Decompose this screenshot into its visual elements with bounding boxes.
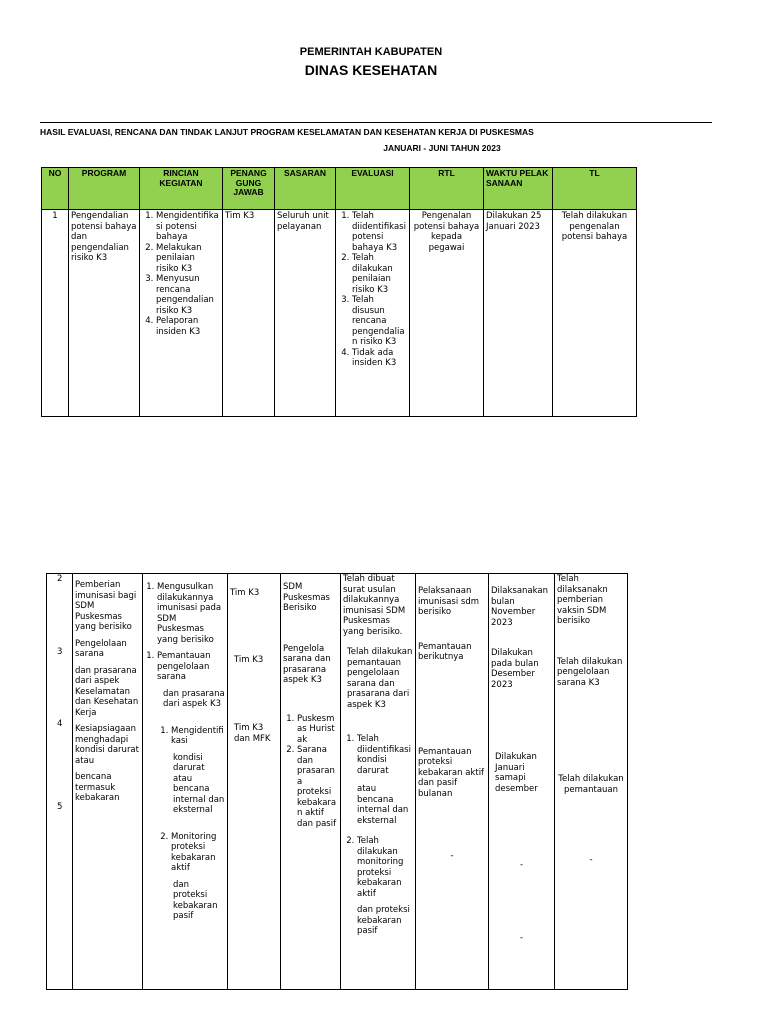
report-title: HASIL EVALUASI, RENCANA DAN TINDAK LANJUT PROGRAM KESELAMATAN DAN KESEHATAN KERJA DI PUSKESMAS: [40, 127, 534, 137]
report-period: JANUARI - JUNI TAHUN 2023: [383, 143, 501, 153]
table-row: [47, 574, 628, 990]
tl-b: Telah dilakukan pengelolaan sarana K3: [557, 656, 623, 688]
waktu-a: Dilaksanakan bulan November 2023: [491, 586, 549, 628]
list-item: 3. Telah disusun rencana pengendalian risiko K3: [352, 295, 407, 348]
header-line1: PEMERINTAH KABUPATEN: [299, 46, 443, 58]
list-item: 4. Pelaporan insiden K3: [156, 316, 220, 337]
pj-c: Tim K3 dan MFK: [234, 723, 271, 744]
program-2: Pemberian imunisasi bagi SDM Puskesmas yang berisiko: [75, 580, 137, 632]
list-item: 2. Sarana dan prasarana proteksi kebakaran aktif dan pasif: [297, 745, 338, 829]
list-item: 1. Mengusulkan dilakukannya imunisasi pada SDM Puskesmas yang berisiko: [157, 582, 225, 645]
list-item: 1. Mengidentifikasi potensi bahaya: [156, 211, 220, 243]
cell-evaluasi: [341, 574, 416, 990]
list-item: 2. Telah dilakukan monitoring proteksi kebakaran aktif: [357, 836, 413, 899]
cell-rtl: Pengenalan potensi bahaya kepada pegawai: [410, 210, 484, 417]
list-item: 1. Pemantauan pengelolaan sarana: [157, 651, 225, 683]
evaluasi-c2b: dan proteksi kebakaran pasif: [357, 905, 410, 936]
tl-a: Telah dilaksanakn pemberian vaksin SDM berisiko: [557, 574, 608, 626]
list-item: 1. Puskesmas Hurist ak: [297, 714, 338, 746]
cell-rincian: [140, 210, 223, 417]
col-sasaran: SASARAN: [275, 168, 336, 210]
sasaran-b: Pengelola sarana dan prasarana aspek K3: [283, 643, 331, 685]
cell-no: [47, 574, 73, 990]
pj-b: Tim K3: [234, 654, 264, 665]
rtl-a: Pelaksanaan imunisasi sdm berisiko: [418, 586, 480, 617]
list-item: 3. Menyusun rencana pengendalian risiko K3: [156, 274, 220, 316]
cell-waktu: Dilakukan 25 Januari 2023: [484, 210, 553, 417]
row-number: 5: [57, 802, 63, 812]
waktu-d: -: [519, 860, 524, 870]
header-divider: [40, 122, 712, 123]
row-number: 4: [57, 719, 63, 729]
col-waktu: WAKTU PELAK SANAAN: [484, 168, 553, 210]
rincian-3b: kondisi darurat atau bencana internal dan eksternal: [173, 752, 225, 815]
evaluasi-c1b: atau bencana internal dan eksternal: [357, 784, 409, 826]
cell-tl: Telah dilakukan pengenalan potensi bahaya: [553, 210, 637, 417]
header-line2: DINAS KESEHATAN: [304, 62, 438, 78]
waktu-e: -: [519, 932, 524, 943]
col-rincian: RINCIAN KEGIATAN: [140, 168, 223, 210]
waktu-c: Dilakukan Januari samapi desember: [495, 752, 538, 794]
col-no: NO: [42, 168, 69, 210]
list-item: 2. Monitoring proteksi kebakaran aktif: [171, 832, 225, 874]
col-rtl: RTL: [410, 168, 484, 210]
evaluation-table-1: [41, 167, 637, 417]
row-number: 3: [57, 647, 63, 657]
cell-pj: [228, 574, 281, 990]
rtl-c: Pemantauan proteksi kebakaran aktif dan pasif bulanan: [418, 746, 485, 799]
cell-program: [73, 574, 143, 990]
table-header-row: [42, 168, 637, 210]
list-item: 1. Telah diidentifikasi kondisi darurat: [357, 734, 413, 776]
sasaran-a: SDM Puskesmas Berisiko: [283, 582, 330, 613]
cell-waktu: [489, 574, 555, 990]
col-pj: PENANG GUNG JAWAB: [223, 168, 275, 210]
cell-program: Pengendalian potensi bahaya dan pengendalian risiko K3: [69, 210, 140, 417]
tl-d: -: [589, 855, 593, 865]
rincian-2b: dan prasarana dari aspek K3: [163, 688, 225, 709]
cell-evaluasi: [336, 210, 410, 417]
cell-no: 1: [42, 210, 69, 417]
rincian-4b: dan proteksi kebakaran pasif: [173, 879, 218, 921]
col-evaluasi: EVALUASI: [336, 168, 410, 210]
program-4: Kesiapsiagaan menghadapi kondisi darurat atau: [75, 724, 139, 766]
waktu-b: Dilakukan pada bulan Desember 2023: [491, 648, 539, 690]
cell-tl: [555, 574, 628, 990]
program-3b: dan prasarana dari aspek Keselamatan dan Kesehatan Kerja: [75, 665, 139, 718]
col-tl: TL: [553, 168, 637, 210]
cell-rtl: [416, 574, 489, 990]
list-item: 1. Mengidentifikasi: [171, 726, 225, 747]
cell-rincian: [143, 574, 228, 990]
tl-c: Telah dilakukan pemantauan: [558, 774, 624, 795]
list-item: 2. Telah dilakukan penilaian risiko K3: [352, 253, 407, 295]
cell-sasaran: [281, 574, 341, 990]
row-number: 2: [57, 574, 63, 584]
evaluasi-a: Telah dibuat surat usulan dilakukannya imunisasi SDM Puskesmas yang berisiko.: [343, 574, 406, 637]
pj-a: Tim K3: [230, 588, 260, 598]
table-row: [42, 210, 637, 417]
rtl-b: Pemantauan berikutnya: [418, 641, 472, 662]
list-item: 4. Tidak ada insiden K3: [352, 348, 407, 369]
col-program: PROGRAM: [69, 168, 140, 210]
cell-sasaran: Seluruh unit pelayanan: [275, 210, 336, 417]
program-5: bencana termasuk kebakaran: [75, 772, 120, 803]
evaluation-table-2: [46, 573, 628, 990]
list-item: 1. Telah diidentifikasi potensi bahaya K3: [352, 211, 407, 253]
program-3a: Pengelolaan sarana: [75, 638, 127, 659]
evaluasi-b: Telah dilakukan pemantauan pengelolaan sarana dan prasarana dari aspek K3: [347, 647, 413, 710]
list-item: 2. Melakukan penilaian risiko K3: [156, 243, 220, 275]
cell-pj: Tim K3: [223, 210, 275, 417]
rtl-d: -: [450, 851, 454, 861]
